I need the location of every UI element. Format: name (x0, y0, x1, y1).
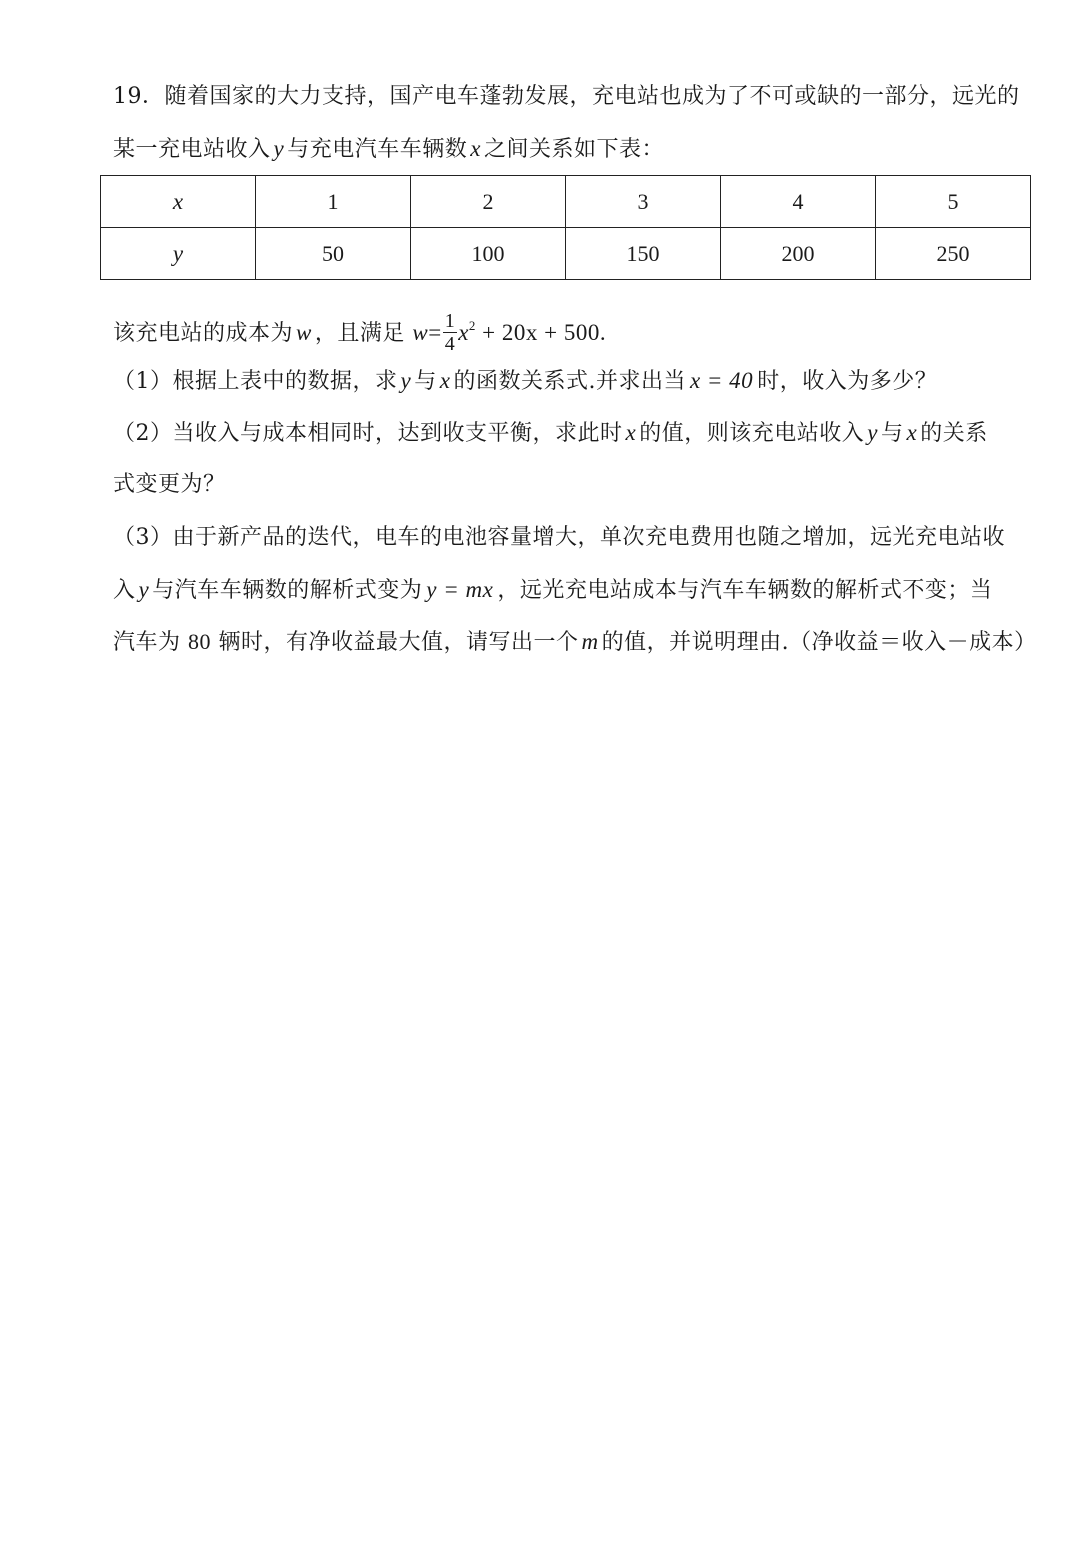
q3-text-b: 与汽车车辆数的解析式变为 (152, 578, 423, 603)
table-cell: 100 (411, 228, 566, 280)
q3-text-l3c: 的值，并说明理由.（净收益＝收入－成本） (601, 630, 1037, 655)
problem-line-1 (113, 82, 1020, 112)
question-3-line-3 (113, 627, 1037, 658)
q2-var-y: y (867, 420, 878, 445)
table-cell: 2 (411, 176, 566, 228)
question-1 (113, 366, 937, 397)
q3-text-l3a: 汽车为 (113, 630, 181, 655)
var-y: y (273, 136, 285, 161)
problem-text-a: 某一充电站收入 (113, 137, 271, 162)
cost-line (113, 304, 606, 357)
formula-eq: = (428, 320, 442, 345)
q3-var-y: y (138, 577, 150, 602)
table-cell: 200 (721, 228, 876, 280)
q2-text-line2: 式变更为？ (113, 472, 226, 497)
q3-text-a: 入 (113, 578, 136, 603)
question-3-line-2 (113, 575, 992, 606)
q3-text-l3b: 辆时，有净收益最大值，请写出一个 (218, 630, 579, 655)
formula-period: . (599, 320, 607, 345)
q1-text-c: 的函数关系式.并求出当 (453, 369, 686, 394)
q2-var-x2: x (906, 420, 918, 445)
q1-text-a: （1）根据上表中的数据，求 (113, 369, 398, 394)
q3-number-80: 80 (188, 629, 212, 654)
table-cell: 50 (256, 228, 411, 280)
problem-text-b: 与充电汽车车辆数 (287, 137, 468, 162)
q1-condition: x = 40 (689, 368, 754, 393)
fraction-one-quarter (443, 310, 458, 355)
q3-text-line1: （3）由于新产品的迭代，电车的电池容量增大，单次充电费用也随之增加，远光充电站收 (113, 525, 1006, 550)
q1-text-b: 与 (414, 369, 437, 394)
var-x: x (470, 136, 481, 161)
q2-text-b: 的值，则该充电站收入 (639, 421, 865, 446)
question-2-line-1 (113, 418, 988, 449)
cost-text-b: ，且满足 (314, 321, 405, 346)
table-cell: 250 (876, 228, 1031, 280)
table-cell: 150 (566, 228, 721, 280)
var-w: w (296, 320, 312, 345)
table-cell: 1 (256, 176, 411, 228)
problem-intro-text: 19．随着国家的大力支持，国产电车蓬勃发展，充电站也成为了不可或缺的一部分，远光的 (113, 84, 1020, 109)
table-cell: 4 (721, 176, 876, 228)
q1-var-y: y (400, 368, 412, 393)
fraction-denominator: 4 (444, 333, 456, 356)
q3-text-c: ，远光充电站成本与汽车车辆数的解析式不变；当 (497, 578, 993, 603)
problem-line-2 (113, 134, 664, 165)
table-row (101, 176, 1031, 228)
q2-text-c: 与 (880, 421, 904, 446)
table-header-x: x (101, 176, 256, 228)
formula-x: x (458, 320, 469, 345)
formula-rest: + 20x + 500 (482, 320, 600, 345)
cost-formula (412, 310, 607, 356)
table-cell: 5 (876, 176, 1031, 228)
q3-var-m: m (581, 629, 599, 654)
q1-text-d: 时，收入为多少？ (757, 369, 938, 394)
q2-var-x: x (625, 420, 637, 445)
formula-exponent: 2 (468, 318, 476, 333)
table-header-y: y (101, 228, 256, 280)
q3-formula: y = mx (426, 577, 494, 602)
q2-text-a: （2）当收入与成本相同时，达到收支平衡，求此时 (113, 421, 623, 446)
question-2-line-2 (113, 470, 226, 500)
cost-text-a: 该充电站的成本为 (113, 321, 294, 346)
q1-var-x: x (439, 368, 451, 393)
table-row (101, 228, 1031, 280)
table-cell: 3 (566, 176, 721, 228)
data-table (100, 175, 1031, 280)
fraction-numerator: 1 (444, 310, 456, 333)
q2-text-d: 的关系 (920, 421, 988, 446)
formula-w: w (412, 320, 429, 345)
problem-text-c: 之间关系如下表： (483, 137, 664, 162)
question-3-line-1 (113, 523, 1005, 553)
